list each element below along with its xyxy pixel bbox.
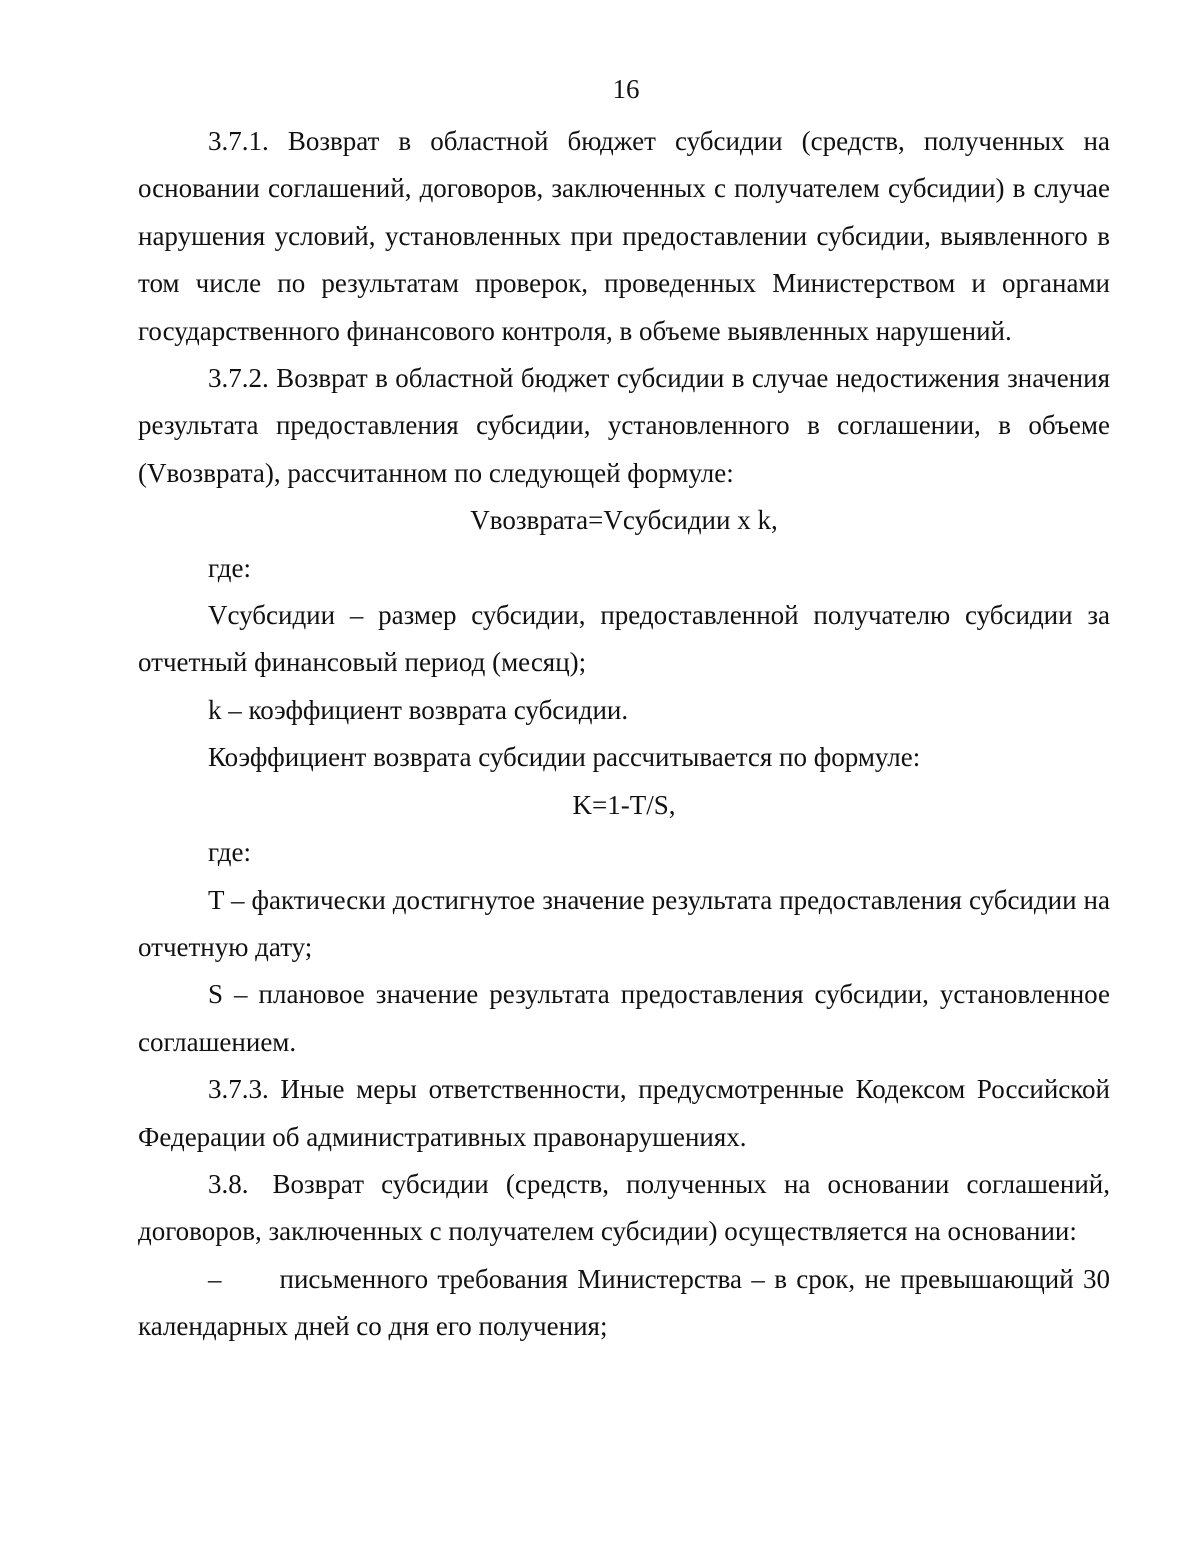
paragraph-3-8-number: 3.8. — [208, 1168, 249, 1199]
paragraph-3-8 — [138, 1161, 1110, 1256]
definition-k: k – коэффициент возврата субсидии. — [208, 694, 629, 725]
paragraph-3-7-2: 3.7.2. Возврат в областной бюджет субсидии в случае недостижения значения результата предоставления субсидии, установленного в соглашении, в объеме (Vвозврата), рассчитанном по следующей формуле: — [138, 363, 1110, 488]
where-label-1: где: — [208, 552, 251, 583]
definition-t: T – фактически достигнутое значение результата предоставления субсидии на отчетную дату; — [138, 884, 1110, 962]
paragraph-3-7-3: 3.7.3. Иные меры ответственности, предусмотренные Кодексом Российской Федерации об административных правонарушениях. — [138, 1074, 1110, 1152]
where-label-2: где: — [208, 837, 251, 868]
document-body — [138, 118, 1110, 1351]
coefficient-intro: Коэффициент возврата субсидии рассчитывается по формуле: — [208, 742, 921, 773]
list-dash: – — [208, 1263, 222, 1294]
list-item-text: письменного требования Министерства – в срок, не превышающий 30 календарных дней со дня его получения; — [138, 1263, 1110, 1342]
definition-s: S – плановое значение результата предоставления субсидии, установленное соглашением. — [138, 979, 1110, 1057]
paragraph-3-8-text: Возврат субсидии (средств, полученных на основании соглашений, договоров, заключенных с получателем субсидии) осуществляется на основании: — [138, 1168, 1110, 1247]
page-number: 16 — [612, 74, 640, 104]
formula-coefficient: K=1-T/S, — [572, 789, 676, 820]
definition-v-subsidy: Vсубсидии – размер субсидии, предоставленной получателю субсидии за отчетный финансовый период (месяц); — [138, 600, 1110, 678]
list-item-written-demand — [138, 1256, 1110, 1351]
paragraph-3-7-1: 3.7.1. Возврат в областной бюджет субсидии (средств, полученных на основании соглашений, договоров, заключенных с получателем субсидии) в случае нарушения условий, установленных при предоставлении субсидии, выявленного в том числе по результатам проверок, проведенных Министерством и органами государственного финансового контроля, в объеме выявленных нарушений. — [138, 126, 1110, 346]
formula-refund-volume: Vвозврата=Vсубсидии x k, — [470, 505, 778, 536]
